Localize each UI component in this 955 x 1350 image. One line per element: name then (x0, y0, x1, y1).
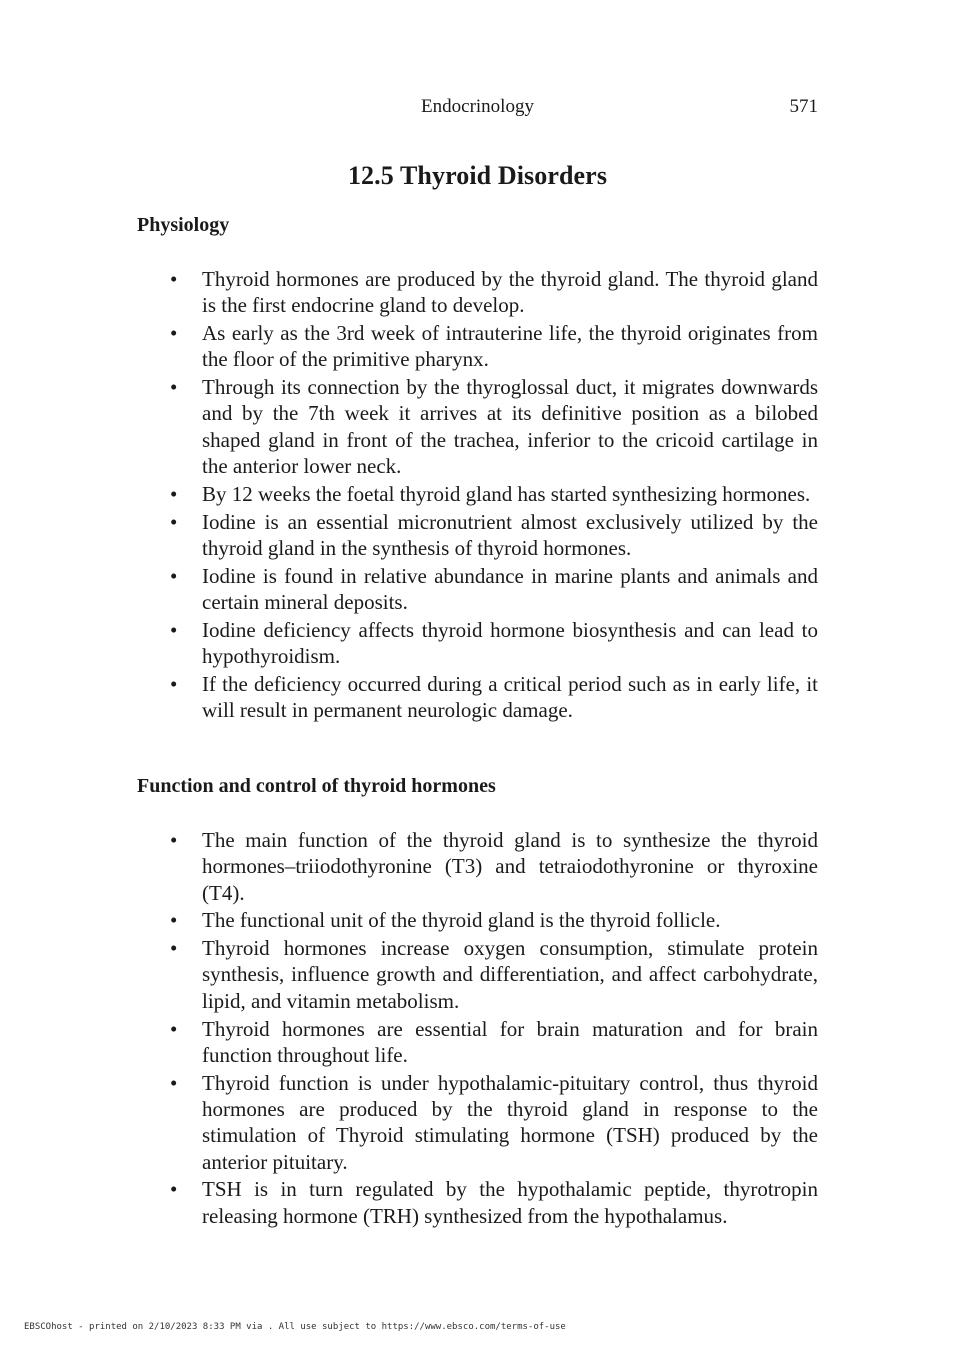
list-item-text: Iodine is found in relative abundance in marine plants and animals and certain mineral deposits. (202, 563, 818, 615)
bullet-icon: • (170, 1177, 178, 1202)
bullet-icon: • (170, 617, 178, 642)
list-item (137, 1176, 818, 1230)
list-item (137, 266, 818, 320)
list-item (137, 935, 818, 1015)
list-item-text: Thyroid function is under hypothalamic-pituitary control, thus thyroid hormones are produced by the thyroid gland in response to the stimulation of Thyroid stimulating hormone (TSH) produced by the anterior pituitary. (202, 1070, 818, 1174)
page-header (137, 96, 818, 122)
list-item-text: Through its connection by the thyroglossal duct, it migrates downwards and by the 7th week it arrives at its definitive position as a bilobed shaped gland in front of the trachea, inferior to the cricoid cartilage in the anterior lower neck. (202, 375, 818, 479)
bullet-icon: • (170, 1070, 178, 1095)
list-item (137, 320, 818, 374)
list-item-text: TSH is in turn regulated by the hypothalamic peptide, thyrotropin releasing hormone (TRH) synthesized from the hypothalamus. (202, 1177, 818, 1228)
running-head: Endocrinology (421, 96, 534, 117)
list-item (137, 563, 818, 617)
list-item-text: Iodine deficiency affects thyroid hormone biosynthesis and can lead to hypothyroidism. (202, 617, 818, 669)
list-item-text: Iodine is an essential micronutrient almost exclusively utilized by the thyroid gland in the synthesis of thyroid hormones. (202, 509, 818, 560)
list-item (137, 827, 818, 907)
bullet-icon: • (170, 375, 178, 400)
list-item (137, 1070, 818, 1177)
bullet-icon: • (170, 908, 178, 933)
list-item (137, 617, 818, 671)
bullet-icon: • (170, 828, 178, 852)
bullet-icon: • (170, 481, 178, 506)
page-number: 571 (789, 96, 818, 117)
list-item-text: As early as the 3rd week of intrauterine life, the thyroid originates from the floor of the primitive pharynx. (202, 321, 818, 372)
bullet-icon: • (170, 267, 178, 291)
footer-print-notice: EBSCOhost - printed on 2/10/2023 8:33 PM via . All use subject to https://www.ebsco.com/terms-of-use (24, 1322, 566, 1332)
list-item (137, 1016, 818, 1070)
list-item-text: By 12 weeks the foetal thyroid gland has started synthesizing hormones. (202, 481, 811, 506)
list-item (137, 671, 818, 725)
list-item-text: The functional unit of the thyroid gland is the thyroid follicle. (202, 908, 721, 933)
bullet-icon: • (170, 321, 178, 346)
list-item (137, 481, 818, 509)
list-item (137, 374, 818, 481)
bullet-icon: • (170, 936, 178, 961)
list-item-text: Thyroid hormones are essential for brain maturation and for brain function throughout life. (202, 1016, 818, 1067)
list-item-text: The main function of the thyroid gland is to synthesize the thyroid hormones–triiodothyronine (T3) and tetraiodothyronine or thyroxine (T4). (202, 828, 818, 905)
list-item (137, 907, 818, 935)
list-item-text: Thyroid hormones increase oxygen consumption, stimulate protein synthesis, influence growth and differentiation, and affect carbohydrate, lipid, and vitamin metabolism. (202, 936, 818, 1013)
subheading-function-control: Function and control of thyroid hormones (137, 775, 496, 797)
subheading-physiology: Physiology (137, 214, 230, 236)
bullet-icon: • (170, 509, 178, 534)
function-bullet-list (137, 827, 818, 1230)
list-item-text: If the deficiency occurred during a critical period such as in early life, it will result in permanent neurologic damage. (202, 671, 818, 723)
section-title: 12.5 Thyroid Disorders (347, 161, 608, 190)
physiology-bullet-list (137, 266, 818, 725)
bullet-icon: • (170, 563, 178, 588)
bullet-icon: • (170, 1016, 178, 1041)
list-item-text: Thyroid hormones are produced by the thyroid gland. The thyroid gland is the first endocrine gland to develop. (202, 267, 818, 318)
list-item (137, 509, 818, 563)
bullet-icon: • (170, 671, 178, 696)
